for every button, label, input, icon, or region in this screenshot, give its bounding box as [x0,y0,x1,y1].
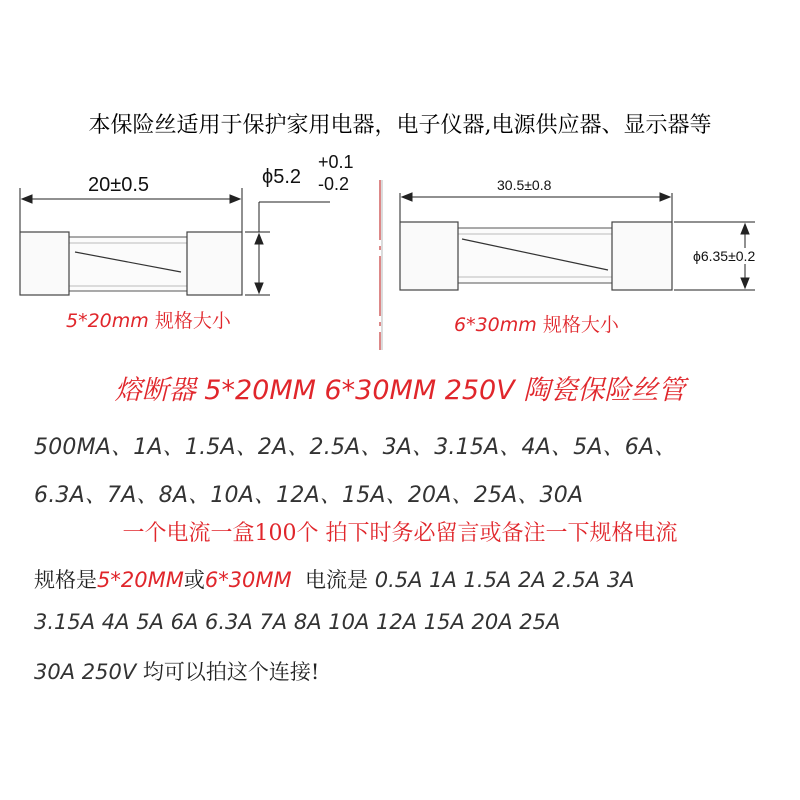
caption-6x30 [454,310,619,337]
spec-closing: 均可以拍这个连接! [142,660,320,684]
fuse-6x30-drawing [400,193,755,290]
spec-current-label: 电流是 [305,568,369,592]
spec-prefix: 规格是 [34,568,97,592]
caption-5x20 [66,306,231,333]
spec-or: 或 [183,568,205,592]
headline: 本保险丝适用于保护家用电器，电子仪器,电源供应器、显示器等 [88,113,712,138]
tolerance-plus-5x20: +0.1 [318,152,354,172]
spec-size-1: 5*20MM [97,568,184,592]
fuse-5x20-drawing [20,188,330,295]
fuse-cap-left [20,232,69,295]
spec-line-1 [34,564,800,594]
order-notice: 一个电流一盒100个 拍下时务必留言或备注一下规格电流 [122,521,678,546]
caption-6x30-text: 规格大小 [542,314,619,336]
spec-currents-1: 0.5A 1A 1.5A 2A 2.5A 3A [374,568,635,592]
tolerance-minus-5x20: -0.2 [318,174,350,194]
diameter-label-6x30: ϕ6.35±0.2 [693,248,756,264]
fuse-cap-right [187,232,242,295]
ratings-line-2: 6.3A、7A、8A、10A、12A、15A、20A、25A、30A [34,483,584,508]
caption-5x20-text: 规格大小 [154,310,231,332]
spec-line-2 [34,610,800,634]
caption-6x30-size: 6*30mm [454,314,537,336]
spec-size-2: 6*30MM [204,568,292,592]
spec-line-3 [34,656,800,686]
caption-5x20-size: 5*20mm [66,310,149,332]
length-label-5x20: 20±0.5 [88,174,150,196]
spec-currents-3: 30A 250V [34,660,137,684]
diameter-label-5x20: ϕ5.2 [262,166,302,188]
fuse-body [69,237,187,291]
spec-currents-2: 3.15A 4A 5A 6A 6.3A 7A 8A 10A 12A 15A 20A 25A [34,610,561,634]
ratings-line-1: 500MA、1A、1.5A、2A、2.5A、3A、3.15A、4A、5A、6A、 [34,435,677,460]
product-title: 熔断器 5*20MM 6*30MM 250V 陶瓷保险丝管 [114,375,686,406]
length-label-6x30: 30.5±0.8 [497,177,552,193]
